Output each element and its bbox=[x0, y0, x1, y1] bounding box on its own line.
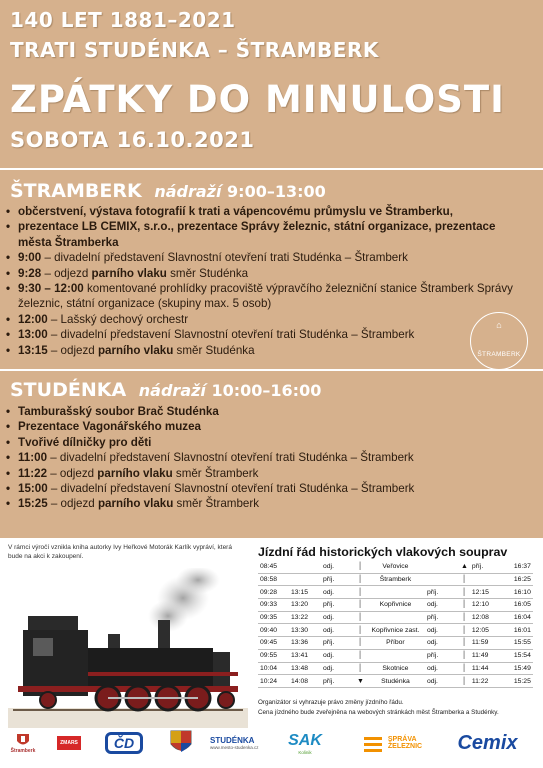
header-year-line: 140 LET 1881–2021 bbox=[10, 8, 236, 32]
program-item-text: – odjezd bbox=[47, 343, 98, 357]
stramberk-program bbox=[4, 204, 529, 358]
szd-logo bbox=[352, 728, 432, 758]
timetable-cell: 13:20 bbox=[289, 599, 321, 612]
timetable-cell: příj. bbox=[470, 561, 504, 573]
timetable bbox=[258, 561, 533, 688]
direction-line: │ bbox=[355, 599, 366, 612]
timetable-cell: 12:15 bbox=[470, 586, 504, 599]
direction-down-icon: │ bbox=[355, 561, 366, 573]
timetable-cell: 13:30 bbox=[289, 624, 321, 637]
direction-up-icon: ▲ bbox=[459, 561, 470, 573]
logo-text: ŽELEZNIC bbox=[387, 743, 423, 750]
program-item-text: komentované prohlídky pracoviště výpravčího železniční stanice Štramberk Správy železnic, státní organizace (skupiny max. 5 osob) bbox=[18, 282, 513, 311]
timetable-note: Organizátor si vyhrazuje právo změny jízdního řádu. bbox=[258, 699, 404, 706]
timetable-cell: 15:49 bbox=[504, 662, 533, 675]
program-item-time: 9:00 bbox=[18, 251, 42, 265]
logo-subtext: Kolinik bbox=[298, 749, 312, 755]
timetable-cell: odj. bbox=[321, 561, 355, 573]
program-item-text: – divadelní představení Slavnostní otevření trati Studénka – Štramberk bbox=[47, 482, 415, 496]
direction-line: │ bbox=[459, 624, 470, 637]
direction-line: │ bbox=[459, 649, 470, 662]
direction-line: │ bbox=[459, 611, 470, 624]
program-item-text: prezentace LB CEMIX, s.r.o., prezentace Správy železnic, státní organizace, prezentace města Štramberka bbox=[18, 220, 496, 249]
timetable-row bbox=[258, 573, 533, 586]
header-title: ZPÁTKY DO MINULOSTI bbox=[10, 78, 505, 121]
timetable-cell: příj. bbox=[321, 599, 355, 612]
program-item-text: – odjezd bbox=[47, 466, 98, 480]
direction-line: │ bbox=[355, 573, 366, 586]
header-route-line: TRATI STUDÉNKA – ŠTRAMBERK bbox=[10, 38, 379, 62]
timetable-cell: odj. bbox=[321, 649, 355, 662]
timetable-row bbox=[258, 611, 533, 624]
direction-line: │ bbox=[355, 662, 366, 675]
timetable-cell: odj. bbox=[425, 599, 459, 612]
timetable-cell: 09:33 bbox=[258, 599, 289, 612]
station-name bbox=[366, 611, 425, 624]
timetable-title: Jízdní řád historických vlakových souprav bbox=[258, 545, 508, 559]
timetable-cell: odj. bbox=[425, 675, 459, 688]
stramberk-crest-icon bbox=[15, 732, 31, 748]
program-item-direction: směr Studénka bbox=[166, 266, 249, 280]
program-item bbox=[4, 404, 529, 419]
timetable-cell: 13:22 bbox=[289, 611, 321, 624]
timetable-cell: 09:35 bbox=[258, 611, 289, 624]
timetable-cell: 11:59 bbox=[470, 637, 504, 650]
program-item-time: 12:00 bbox=[18, 312, 48, 326]
timetable-price-note: Cena jízdného bude zveřejněna na webových stránkách měst Štramberka a Studénky. bbox=[258, 709, 499, 716]
timetable-cell: 10:24 bbox=[258, 675, 289, 688]
logo-text: Cemix bbox=[457, 731, 518, 754]
direction-line: │ bbox=[459, 586, 470, 599]
timetable-cell bbox=[289, 573, 321, 586]
timetable-cell: 09:40 bbox=[258, 624, 289, 637]
program-item bbox=[4, 327, 529, 342]
logo-text: ZMARS bbox=[57, 736, 81, 750]
program-item-text: Tvořivé dílničky pro děti bbox=[18, 435, 152, 449]
stramberk-stamp-logo bbox=[470, 312, 528, 370]
program-item bbox=[4, 219, 529, 250]
timetable-cell: 12:10 bbox=[470, 599, 504, 612]
direction-line: │ bbox=[355, 624, 366, 637]
timetable-cell: 16:37 bbox=[504, 561, 533, 573]
timetable-cell bbox=[425, 561, 459, 573]
section-station: nádraží bbox=[138, 381, 206, 400]
timetable-cell: 15:25 bbox=[504, 675, 533, 688]
timetable-cell: příj. bbox=[321, 675, 355, 688]
program-item bbox=[4, 312, 529, 330]
program-item bbox=[4, 343, 529, 358]
program-item-time: 13:15 bbox=[18, 343, 48, 357]
timetable-cell: 11:22 bbox=[470, 675, 504, 688]
station-name: Příbor bbox=[366, 637, 425, 650]
program-item-time: 11:00 bbox=[18, 451, 48, 465]
timetable-cell: odj. bbox=[425, 662, 459, 675]
program-item-time: 15:25 bbox=[18, 497, 48, 511]
program-item-text: Prezentace Vagonářského muzea bbox=[18, 420, 202, 434]
program-item bbox=[4, 450, 529, 465]
logo-url: www.mesto-studenka.cz bbox=[210, 745, 259, 750]
studenka-program bbox=[4, 404, 529, 512]
program-item-time: 9:28 bbox=[18, 266, 42, 280]
timetable-cell: 16:01 bbox=[504, 624, 533, 637]
timetable-cell: 13:48 bbox=[289, 662, 321, 675]
timetable-cell: odj. bbox=[321, 586, 355, 599]
section-hours: 10:00–16:00 bbox=[211, 381, 322, 400]
timetable-cell: 09:28 bbox=[258, 586, 289, 599]
timetable-cell: 11:49 bbox=[470, 649, 504, 662]
section-name: STUDÉNKA bbox=[10, 379, 127, 401]
timetable-cell: 10:04 bbox=[258, 662, 289, 675]
szd-icon bbox=[362, 732, 384, 754]
timetable-row bbox=[258, 561, 533, 573]
timetable-row bbox=[258, 586, 533, 599]
direction-line: │ bbox=[459, 675, 470, 688]
program-item-text: – divadelní představení Slavnostní otevření trati Studénka – Štramberk bbox=[47, 328, 415, 342]
header-date: SOBOTA 16.10.2021 bbox=[10, 128, 255, 152]
timetable-cell: 13:15 bbox=[289, 586, 321, 599]
section-hours: 9:00–13:00 bbox=[227, 182, 326, 201]
steam-train-label: parního vlaku bbox=[97, 466, 173, 480]
timetable-cell: 16:05 bbox=[504, 599, 533, 612]
station-name: Veřovice bbox=[366, 561, 425, 573]
station-name: Kopřivnice zast. bbox=[366, 624, 425, 637]
steam-locomotive-image bbox=[8, 568, 248, 728]
timetable-row bbox=[258, 662, 533, 675]
sak-logo bbox=[285, 728, 325, 758]
station-name: Kopřivnice bbox=[366, 599, 425, 612]
bottom-panel bbox=[0, 538, 543, 768]
timetable-cell: 15:55 bbox=[504, 637, 533, 650]
timetable-row bbox=[258, 675, 533, 688]
direction-line: │ bbox=[355, 611, 366, 624]
section-title-stramberk bbox=[10, 180, 326, 202]
timetable-cell: příj. bbox=[321, 637, 355, 650]
program-item bbox=[4, 250, 529, 265]
program-item bbox=[4, 266, 529, 281]
station-name: Štramberk bbox=[366, 573, 425, 586]
timetable-cell: 12:08 bbox=[470, 611, 504, 624]
stamp-text: ŠTRAMBERK bbox=[477, 351, 521, 358]
direction-line: │ bbox=[355, 586, 366, 599]
steam-train-label: parního vlaku bbox=[91, 266, 167, 280]
timetable-row bbox=[258, 649, 533, 662]
section-station: nádraží bbox=[154, 182, 222, 201]
direction-line: ▼ bbox=[355, 675, 366, 688]
timetable-cell bbox=[425, 573, 459, 586]
program-item-text: – divadelní představení Slavnostní otevření trati Studénka – Štramberk bbox=[41, 251, 408, 265]
station-name: Studénka bbox=[366, 675, 425, 688]
timetable-cell bbox=[289, 561, 321, 573]
program-item-text: – Lašský dechový orchestr bbox=[47, 312, 189, 326]
timetable-cell: odj. bbox=[321, 611, 355, 624]
program-item-text: – divadelní představení Slavnostní otevření trati Studénka – Štramberk bbox=[47, 451, 414, 465]
timetable-cell: 08:58 bbox=[258, 573, 289, 586]
timetable-row bbox=[258, 637, 533, 650]
divider bbox=[0, 168, 543, 170]
timetable-cell: 09:45 bbox=[258, 637, 289, 650]
tower-icon: ⌂ bbox=[496, 320, 502, 330]
region-crest-logo bbox=[168, 728, 194, 758]
program-item bbox=[4, 496, 529, 511]
program-item bbox=[4, 481, 529, 496]
timetable-cell: 16:25 bbox=[504, 573, 533, 586]
timetable-cell: odj. bbox=[321, 624, 355, 637]
steam-train-label: parního vlaku bbox=[97, 343, 174, 357]
logo-text: SPRÁVA bbox=[387, 736, 417, 743]
program-item bbox=[4, 466, 529, 481]
cd-icon: ČD bbox=[105, 732, 143, 754]
direction-line: │ bbox=[355, 649, 366, 662]
timetable-cell: 11:44 bbox=[470, 662, 504, 675]
program-item-text: Tamburašský soubor Brač Studénka bbox=[18, 405, 219, 418]
program-item bbox=[4, 435, 529, 450]
program-item-direction: směr Studénka bbox=[173, 343, 255, 357]
logo-text: Štramberk bbox=[10, 748, 36, 754]
steam-train-label: parního vlaku bbox=[97, 497, 174, 511]
program-item bbox=[4, 419, 529, 434]
program-item-direction: směr Štramberk bbox=[172, 466, 259, 480]
timetable-cell: 08:45 bbox=[258, 561, 289, 573]
timetable-cell: 15:54 bbox=[504, 649, 533, 662]
program-item bbox=[4, 204, 529, 219]
timetable-cell: 12:05 bbox=[470, 624, 504, 637]
timetable-row bbox=[258, 624, 533, 637]
program-item-text: občerstvení, výstava fotografií k trati a vápencovému průmyslu ve Štramberku, bbox=[18, 205, 453, 218]
station-name bbox=[366, 649, 425, 662]
station-name bbox=[366, 586, 425, 599]
timetable-cell: odj. bbox=[321, 662, 355, 675]
timetable-cell: odj. bbox=[425, 624, 459, 637]
region-crest-icon bbox=[170, 730, 192, 756]
direction-line: │ bbox=[459, 662, 470, 675]
zmars-logo bbox=[55, 728, 83, 758]
logo-text: STUDÉNKA bbox=[210, 736, 255, 745]
program-item-text: – odjezd bbox=[41, 266, 92, 280]
timetable-cell: odj. bbox=[425, 637, 459, 650]
timetable-cell: 14:08 bbox=[289, 675, 321, 688]
direction-line: │ bbox=[459, 637, 470, 650]
timetable-cell: 09:55 bbox=[258, 649, 289, 662]
timetable-row bbox=[258, 599, 533, 612]
program-item bbox=[4, 281, 529, 312]
stramberk-logo bbox=[8, 728, 38, 758]
station-name: Skotnice bbox=[366, 662, 425, 675]
program-item-time: 11:22 bbox=[18, 466, 48, 480]
studenka-logo bbox=[210, 728, 270, 758]
timetable-cell: příj. bbox=[425, 649, 459, 662]
timetable-cell: příj. bbox=[425, 611, 459, 624]
timetable-cell: 13:36 bbox=[289, 637, 321, 650]
timetable-cell bbox=[470, 573, 504, 586]
program-item-time: 9:30 – 12:00 bbox=[18, 282, 84, 296]
logo-text: SAK bbox=[288, 731, 322, 749]
direction-line: │ bbox=[355, 637, 366, 650]
cemix-logo bbox=[440, 728, 535, 758]
book-note: V rámci výročí vznikla kniha autorky Ivy Heřkové Motorák Karlík vypráví, která bude na akci k zakoupení. bbox=[8, 544, 232, 560]
program-item-time: 13:00 bbox=[18, 328, 48, 342]
program-item-direction: směr Štramberk bbox=[173, 497, 260, 511]
timetable-cell: 16:04 bbox=[504, 611, 533, 624]
direction-line: │ bbox=[459, 573, 470, 586]
cd-logo bbox=[104, 728, 144, 758]
program-item-time: 15:00 bbox=[18, 482, 48, 496]
divider bbox=[0, 369, 543, 371]
program-item-text: – odjezd bbox=[47, 497, 98, 511]
section-title-studenka bbox=[10, 379, 321, 401]
timetable-cell: příj. bbox=[321, 573, 355, 586]
timetable-cell: 16:10 bbox=[504, 586, 533, 599]
direction-line: │ bbox=[459, 599, 470, 612]
timetable-cell: 13:41 bbox=[289, 649, 321, 662]
section-name: ŠTRAMBERK bbox=[10, 180, 142, 202]
timetable-cell: příj. bbox=[425, 586, 459, 599]
